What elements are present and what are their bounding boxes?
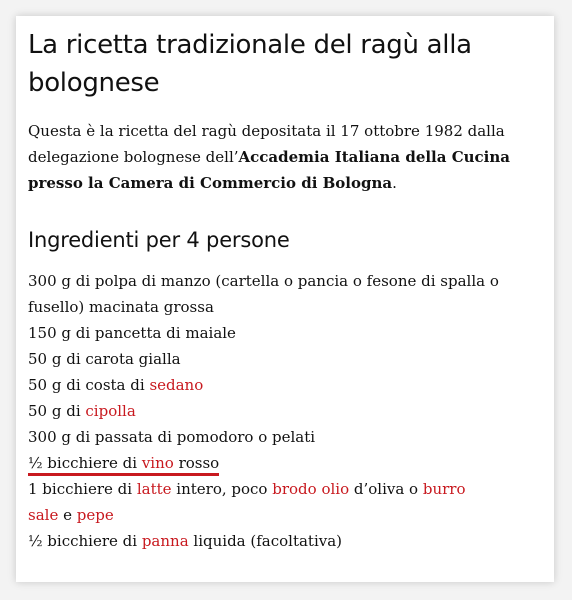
ingredient-item (28, 476, 532, 502)
link-sedano[interactable]: sedano (149, 376, 204, 394)
intro-end: . (392, 174, 397, 192)
link-cipolla[interactable]: cipolla (85, 402, 136, 420)
link-burro[interactable]: burro (422, 480, 466, 498)
article-title: La ricetta tradizionale del ragù alla bolognese (28, 30, 472, 98)
ingredient-text: 50 g di costa di (28, 376, 150, 394)
ingredient-item (28, 372, 532, 398)
ingredient-text: ½ bicchiere di (28, 532, 142, 550)
ingredient-item (28, 450, 532, 476)
article-intro (28, 118, 532, 196)
ingredient-text: liquida (facoltativa) (188, 532, 343, 550)
ingredient-text: 50 g di (28, 402, 86, 420)
ingredient-item (28, 528, 532, 554)
link-pepe[interactable]: pepe (76, 506, 114, 524)
ingredient-item: 50 g di carota gialla (28, 350, 181, 368)
ingredients-heading: Ingredienti per 4 persone (28, 228, 290, 252)
ingredient-item: 300 g di passata di pomodoro o pelati (28, 428, 316, 446)
ingredient-item (28, 398, 532, 424)
ingredient-text: d’oliva o (349, 480, 423, 498)
ingredient-item (28, 502, 532, 528)
link-brodo[interactable]: brodo (272, 480, 317, 498)
ingredient-text: ½ bicchiere di (28, 454, 142, 472)
ingredient-text: rosso (173, 454, 220, 472)
intro-bold: Accademia Italiana della Cucina presso la Camera di Commercio di Bologna (28, 148, 510, 192)
ingredient-text: 1 bicchiere di (28, 480, 137, 498)
ingredient-item: 150 g di pancetta di maiale (28, 324, 236, 342)
link-vino[interactable]: vino (141, 454, 174, 472)
ingredient-text: intero, poco (171, 480, 273, 498)
link-latte[interactable]: latte (136, 480, 172, 498)
article-card (16, 16, 554, 582)
ingredients-list (28, 268, 532, 554)
ingredient-item: 300 g di polpa di manzo (cartella o pancia o fesone di spalla o fusello) macinata grossa (28, 272, 499, 316)
underlined-ingredient (28, 454, 219, 476)
link-panna[interactable]: panna (141, 532, 189, 550)
link-sale[interactable]: sale (28, 506, 59, 524)
intro-text: Questa è la ricetta del ragù depositata il 17 ottobre 1982 dalla delegazione bolognese dell’ (28, 122, 505, 166)
link-olio[interactable]: olio (321, 480, 350, 498)
ingredient-text: e (58, 506, 77, 524)
